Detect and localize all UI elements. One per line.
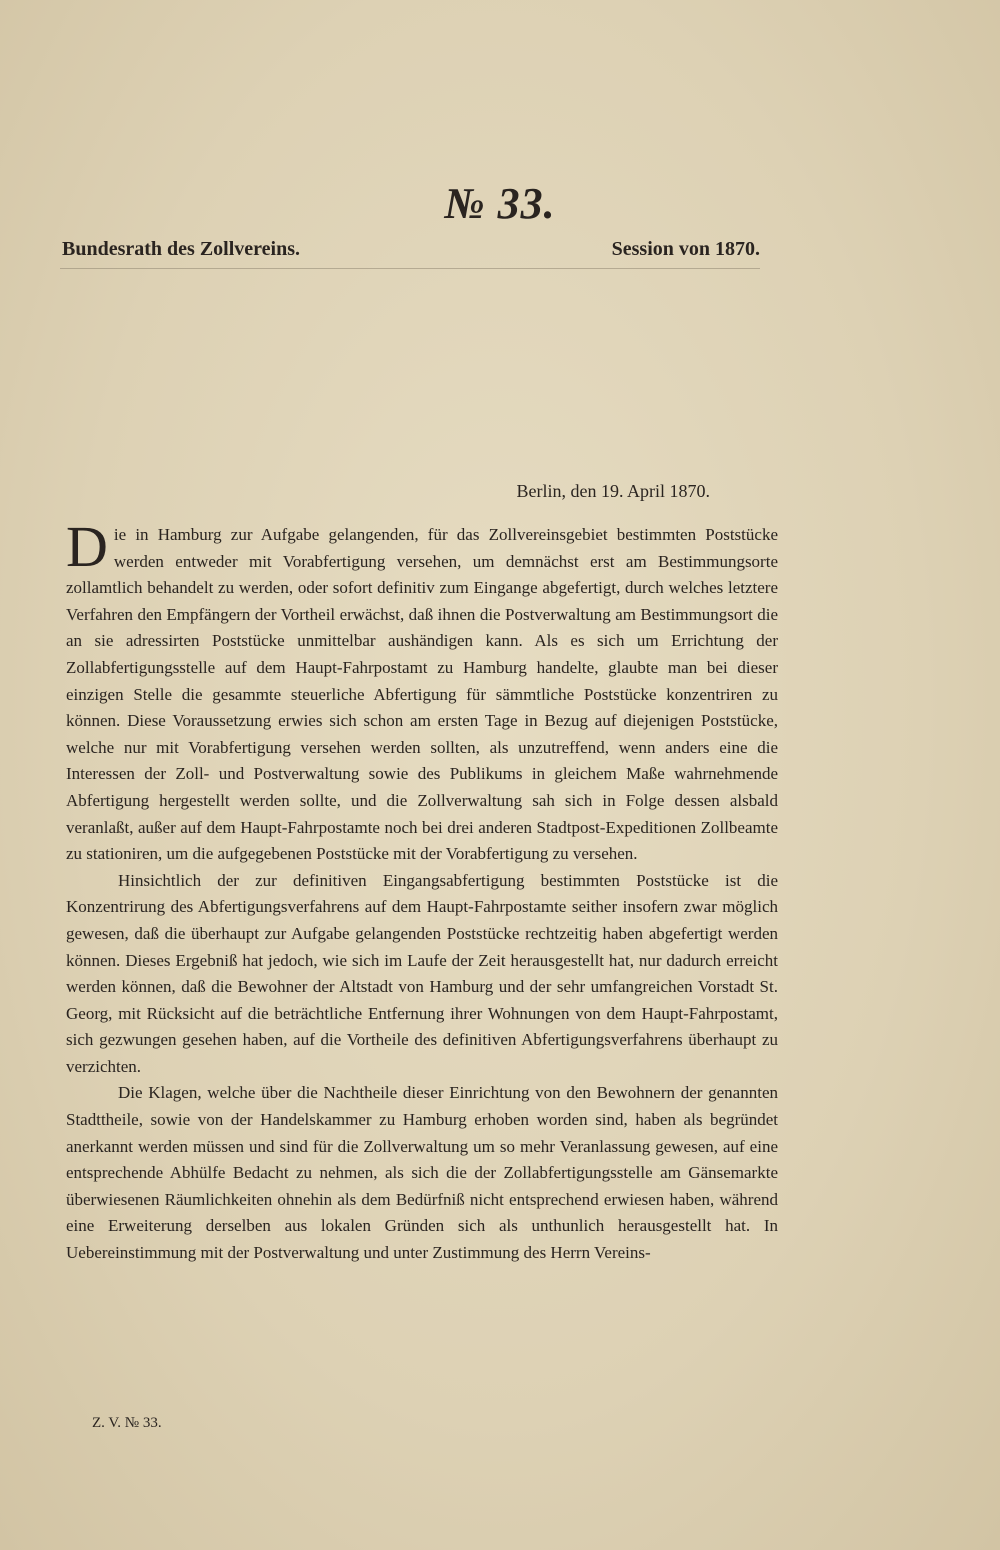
paragraph-2: Hinsichtlich der zur definitiven Eingangsabfertigung bestimmten Poststücke ist die Konzentrirung des Abfertigungsverfahrens auf dem Haupt-Fahrpostamte seither insofern zwar möglich gewesen, daß die überhaupt zur Aufgabe gelangenden Poststücke rechtzeitig haben abgefertigt werden können. Dieses Ergebniß hat jedoch, wie sich im Laufe der Zeit herausgestellt hat, nur dadurch erreicht werden können, daß die Bewohner der Altstadt von Hamburg und der sehr umfangreichen Vorstadt St. Georg, mit Rücksicht auf die beträchtliche Entfernung ihrer Wohnungen von dem Haupt-Fahrpostamt, sich gezwungen gesehen haben, auf die Vortheile des definitiven Abfertigungsverfahrens überhaupt zu verzichten. [66,870,778,1076]
dateline: Berlin, den 19. April 1870. [516,481,710,501]
document-number: № 33. [444,179,556,228]
drop-cap: D [66,514,108,579]
header-divider [60,268,760,269]
paragraph-3: Die Klagen, welche über die Nachtheile dieser Einrichtung von den Bewohnern der genannten Stadttheile, sowie von der Handelskammer zu Hamburg erhoben worden sind, haben als begründet anerkannt werden müssen und sind für die Zollverwaltung um so mehr Veranlassung gewesen, auf eine entsprechende Abhülfe Bedacht zu nehmen, als sich die der Zollabfertigungsstelle am Gänsemarkte überwiesenen Räumlichkeiten ohnehin als dem Bedürfniß nicht entsprechend erwiesen haben, während eine Erweiterung derselben aus lokalen Gründen sich als unthunlich herausgestellt hat. In Uebereinstimmung mit der Postverwaltung und unter Zustimmung des Herrn Vereins- [66,1083,778,1263]
header-right: Session von 1870. [611,238,760,260]
paragraph-1 [66,514,778,868]
footer-reference: Z. V. № 33. [92,1415,162,1431]
paragraph-1-text: ie in Hamburg zur Aufgabe gelangenden, für das Zollvereinsgebiet bestimmten Poststücke werden entweder mit Vorabfertigung versehen, um demnächst erst am Bestimmungsorte zollamtlich behandelt zu werden, oder sofort definitiv zum Eingange abgefertigt, durch welches letztere Verfahren den Empfängern der Vortheil erwächst, daß ihnen die Postverwaltung am Bestimmungsort die an sie adressirten Poststücke unmittelbar aushändigen kann. Als es sich um Errichtung der Zollabfertigungsstelle auf dem Haupt-Fahrpostamt zu Hamburg handelte, glaubte man bei dieser einzigen Stelle die gesammte steuerliche Abfertigung für sämmtliche Poststücke konzentriren zu können. Diese Voraussetzung erwies sich schon am ersten Tage in Bezug auf diejenigen Poststücke, welche nur mit Vorabfertigung versehen werden sollten, als unzutreffend, wenn anders eine die Interessen der Zoll- und Postverwaltung sowie des Publikums in gleichem Maße wahrnehmende Abfertigung hergestellt werden sollte, und die Zollverwaltung sah sich in Folge dessen alsbald veranlaßt, außer auf dem Haupt-Fahrpostamte noch bei drei anderen Stadtpost-Expeditionen Zollbeamte zu stationiren, um die aufgegebenen Poststücke mit der Vorabfertigung zu versehen. [66,525,778,864]
header-left: Bundesrath des Zollvereins. [62,238,300,260]
body-text [66,514,778,1267]
